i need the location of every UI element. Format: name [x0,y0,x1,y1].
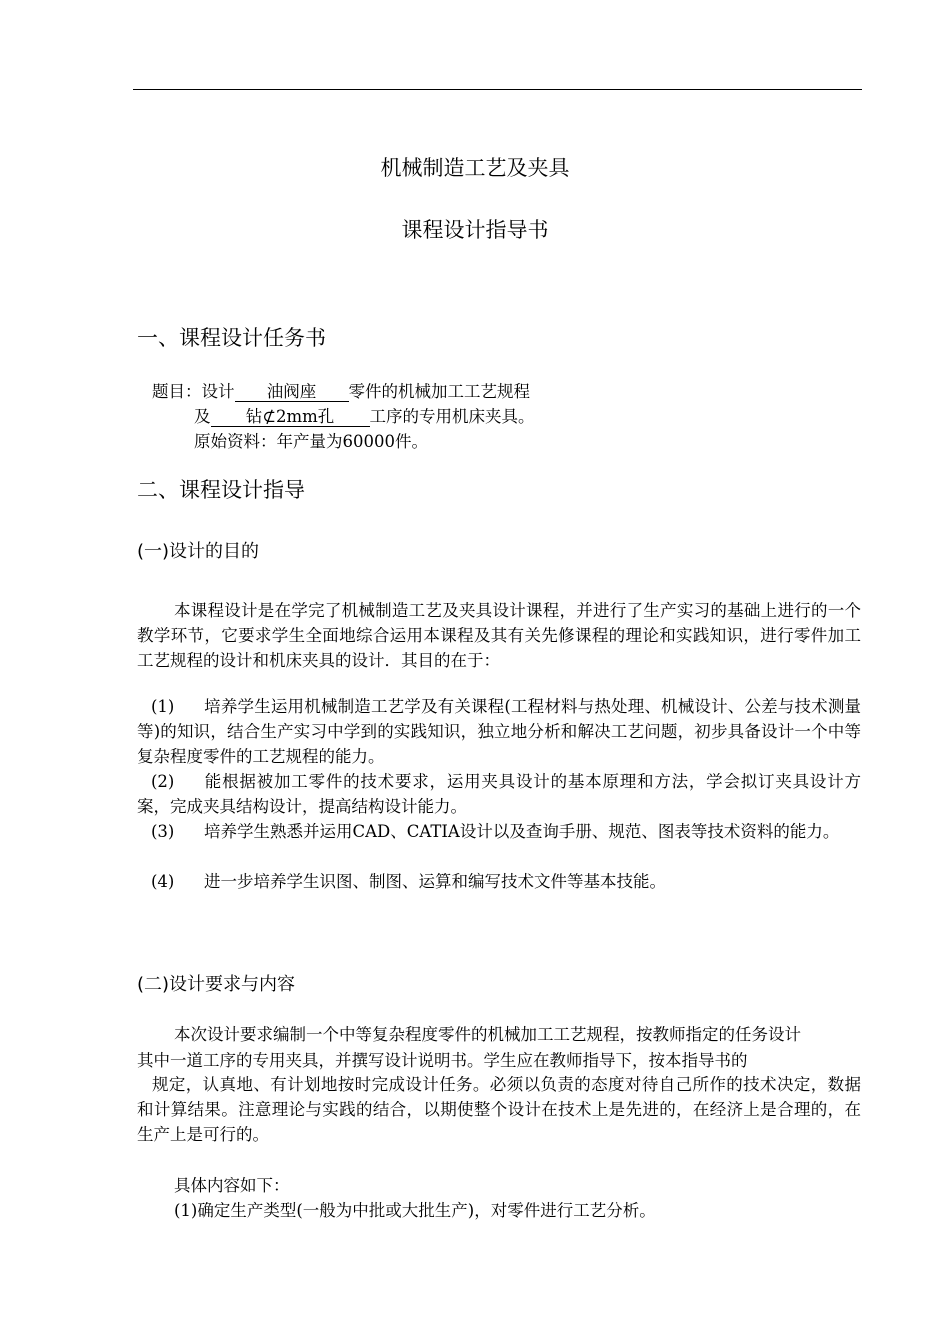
doc-title-line1: 机械制造工艺及夹具 [380,156,570,180]
specific-content-label: 具体内容如下： [174,1176,290,1195]
purpose-item-4: (4) 进一步培养学生识图、制图、运算和编写技术文件等基本技能。 [151,872,666,891]
task-topic-line: 题目：设计 油阀座 零件的机械加工工艺规程 [152,382,530,401]
requirements-item-1: (1)确定生产类型(一般为中批或大批生产)，对零件进行工艺分析。 [174,1201,656,1220]
subsection-heading-purpose: (一)设计的目的 [137,541,260,562]
section-heading-task: 一、课程设计任务书 [137,326,326,350]
task-process-line: 及 钻⊄2mm孔 工序的专用机床夹具。 [194,407,535,426]
purpose-intro-paragraph: 本课程设计是在学完了机械制造工艺及夹具设计课程，并进行了生产实习的基础上进行的一个教学环节，它要求学生全面地综合运用本课程及其有关先修课程的理论和实践知识，进行零件加工工艺规程的设计和机床夹具的设计．其目的在于： [137,601,861,670]
purpose-item-1: (1) 培养学生运用机械制造工艺学及有关课程(工程材料与热处理、机械设计、公差与技术测量等)的知识，结合生产实习中学到的实践知识，独立地分析和解决工艺问题，初步具备设计一个中等复杂程度零件的工艺规程的能力。 [137,697,861,766]
section-heading-guidance: 二、课程设计指导 [137,478,305,502]
purpose-item-2: (2) 能根据被加工零件的技术要求，运用夹具设计的基本原理和方法，学会拟订夹具设计方案，完成夹具结构设计，提高结构设计能力。 [137,772,861,816]
requirements-line-2: 其中一道工序的专用夹具，并撰写设计说明书。学生应在教师指导下，按本指导书的 [137,1051,748,1070]
purpose-item-3: (3) 培养学生熟悉并运用CAD、CATIA设计以及查询手册、规范、图表等技术资料的能力。 [151,822,840,841]
raw-data-line: 原始资料：年产量为60000件。 [194,432,428,451]
header-rule [133,89,862,90]
doc-title-line2: 课程设计指导书 [401,218,549,242]
process-name-field: 钻⊄2mm孔 [211,407,370,427]
requirements-paragraph: 规定，认真地、有计划地按时完成设计任务。必须以负责的态度对待自己所作的技术决定，数据和计算结果。注意理论与实践的结合，以期使整个设计在技术上是先进的，在经济上是合理的，在生产上是可行的。 [137,1075,861,1144]
subsection-heading-requirements: (二)设计要求与内容 [137,974,296,995]
requirements-line-1: 本次设计要求编制一个中等复杂程度零件的机械加工工艺规程，按教师指定的任务设计 [174,1025,801,1044]
part-name-field: 油阀座 [235,382,349,402]
